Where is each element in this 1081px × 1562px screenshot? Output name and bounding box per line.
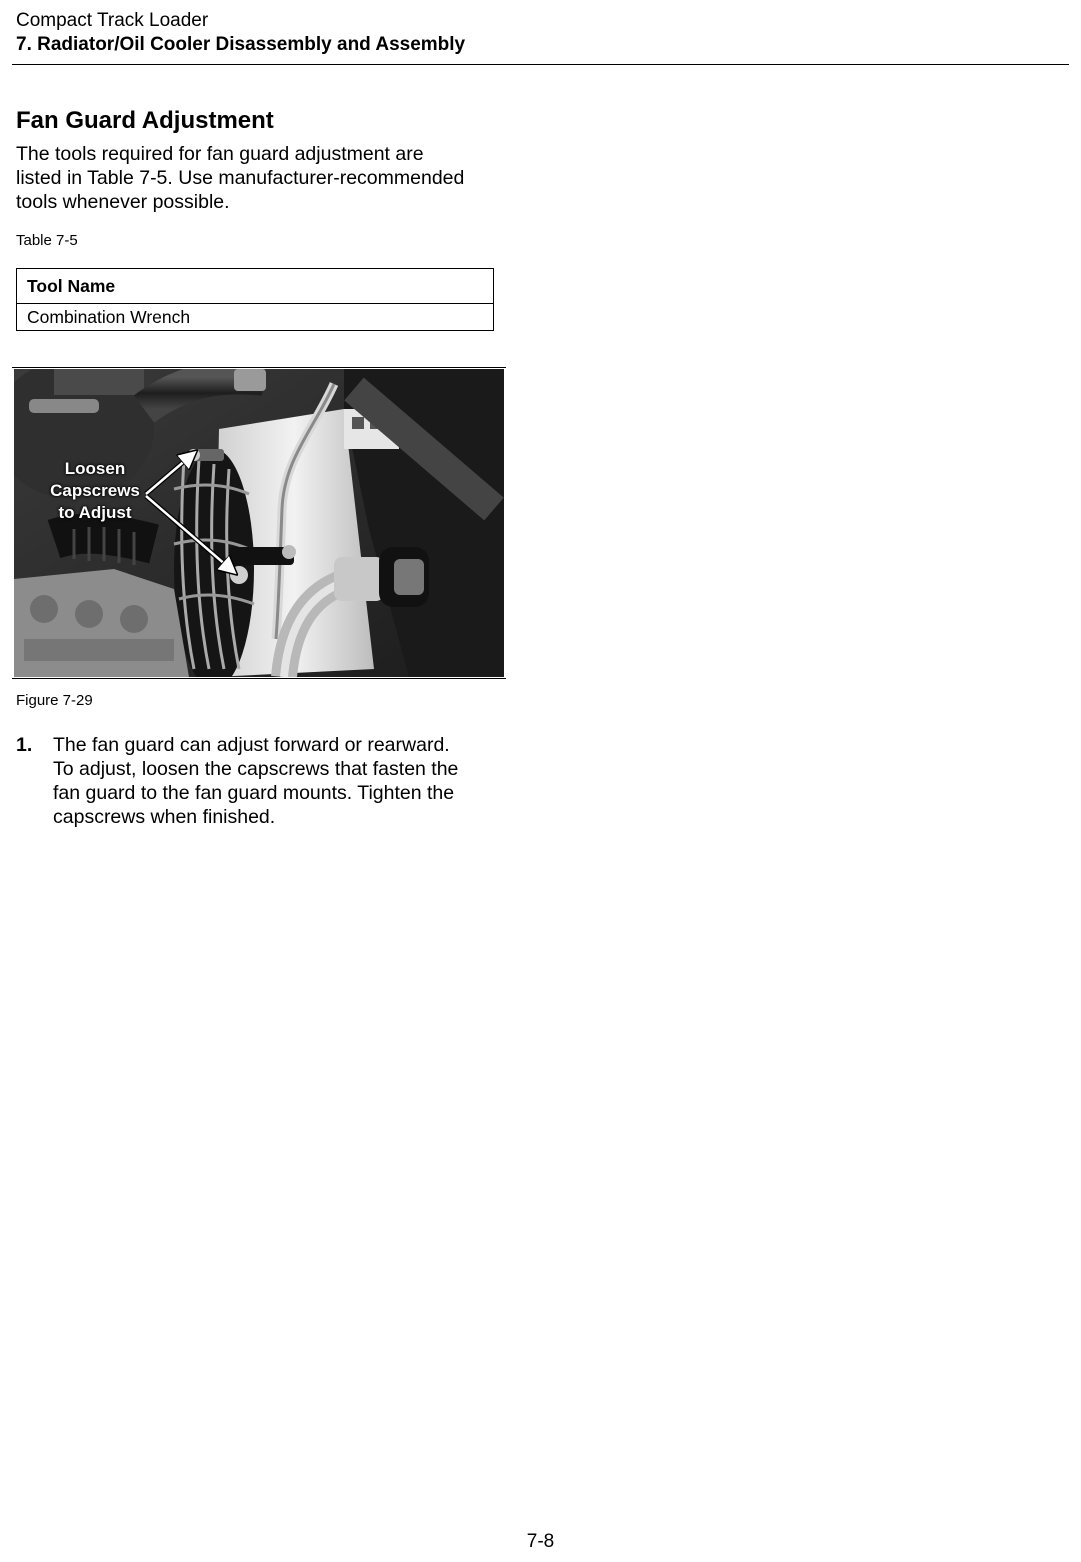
intro-line: The tools required for fan guard adjustment are xyxy=(16,143,424,165)
table-header-row xyxy=(17,269,494,304)
step-line: fan guard to the fan guard mounts. Tighten the xyxy=(53,782,455,804)
table-row xyxy=(17,304,494,331)
document-title: Compact Track Loader xyxy=(16,10,209,31)
figure-top-rule xyxy=(12,367,506,368)
table-cell: Combination Wrench xyxy=(17,304,494,331)
chapter-title: 7. Radiator/Oil Cooler Disassembly and Assembly xyxy=(16,34,466,55)
figure-caption: Figure 7-29 xyxy=(16,692,93,709)
figure-bottom-rule xyxy=(12,678,506,679)
table-caption: Table 7-5 xyxy=(16,232,78,249)
callout-line: Loosen xyxy=(64,459,126,478)
step-number: 1. xyxy=(16,734,33,756)
page-number: 7-8 xyxy=(526,1531,555,1552)
tools-table xyxy=(16,268,494,331)
step-line: capscrews when finished. xyxy=(53,806,276,828)
header-divider xyxy=(12,64,1069,65)
step-text xyxy=(53,733,523,829)
intro-line: listed in Table 7-5. Use manufacturer-recommended xyxy=(16,167,465,189)
step-line: To adjust, loosen the capscrews that fasten the xyxy=(53,758,459,780)
intro-line: tools whenever possible. xyxy=(16,191,230,213)
callout-line: Capscrews xyxy=(50,481,140,500)
section-title: Fan Guard Adjustment xyxy=(16,107,274,134)
callout-line: to Adjust xyxy=(58,503,132,522)
step-line: The fan guard can adjust forward or rearward. xyxy=(53,734,450,756)
table-header-cell: Tool Name xyxy=(17,269,494,304)
figure-callout xyxy=(22,458,168,524)
intro-paragraph xyxy=(16,142,516,214)
